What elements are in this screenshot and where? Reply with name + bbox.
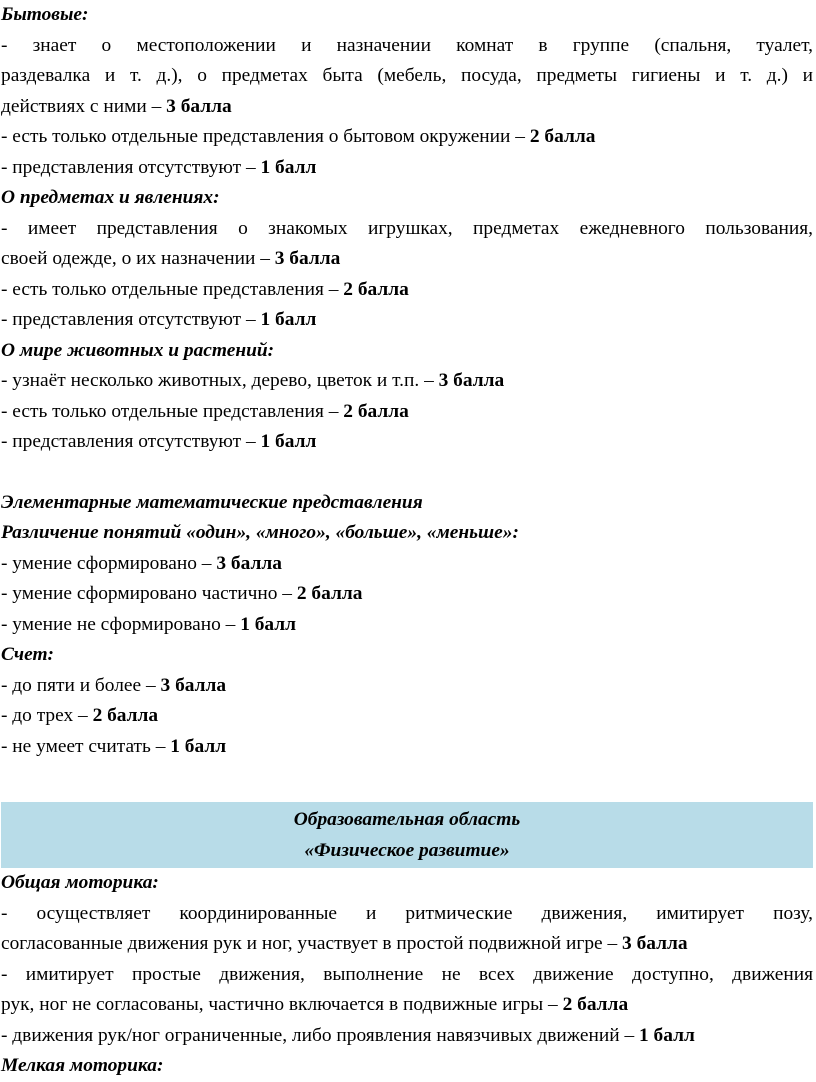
section-heading-household: Бытовые: xyxy=(1,4,89,25)
paragraph-line xyxy=(1,1021,813,1052)
paragraph-line xyxy=(1,366,813,397)
line-text: действиях с ними – xyxy=(1,95,167,117)
subsection-heading-concepts: Различение понятий «один», «много», «больше», «меньше»: xyxy=(1,522,519,543)
banner-line: Образовательная область xyxy=(293,809,521,830)
score-label: 3 балла xyxy=(622,933,688,954)
score-label: 2 балла xyxy=(92,705,159,726)
score-label: 2 балла xyxy=(343,278,409,300)
line-text: - узнаёт несколько животных, дерево, цветок и т.п. – xyxy=(1,370,439,391)
line-text: - представления отсутствуют – xyxy=(1,156,261,178)
line-text: - представления отсутствуют – xyxy=(1,309,261,330)
paragraph-line: - знает о местоположении и назначении комнат в группе (спальня, туалет, xyxy=(1,34,813,56)
score-label: 3 балла xyxy=(166,95,232,117)
paragraph-line xyxy=(1,427,813,458)
paragraph-line: - осуществляет координированные и ритмические движения, имитирует позу, xyxy=(1,902,813,924)
paragraph-line xyxy=(1,122,813,153)
paragraph-line xyxy=(1,244,813,275)
paragraph-line: - имеет представления о знакомых игрушках, предметах ежедневного пользования, xyxy=(1,217,813,239)
score-label: 2 балла xyxy=(529,126,596,147)
section-heading-fine-motor: Мелкая моторика: xyxy=(1,1055,164,1076)
banner-line: «Физическое развитие» xyxy=(304,840,510,861)
line-text: - до пяти и более – xyxy=(1,674,161,696)
score-label: 2 балла xyxy=(343,400,409,422)
line-text: рук, ног не согласованы, частично включается в подвижные игры – xyxy=(1,994,563,1015)
score-label: 1 балл xyxy=(639,1024,695,1046)
score-label: 2 балла xyxy=(562,994,629,1015)
score-label: 3 балла xyxy=(160,674,227,696)
educational-area-banner xyxy=(1,802,813,868)
score-label: 1 балл xyxy=(260,156,317,178)
paragraph-line xyxy=(1,671,813,702)
line-text: - умение сформировано – xyxy=(1,552,217,574)
score-label: 1 балл xyxy=(260,431,317,452)
paragraph-line: раздевалка и т. д.), о предметах быта (мебель, посуда, предметы гигиены и т. д.) и xyxy=(1,65,813,86)
line-text: своей одежде, о их назначении – xyxy=(1,248,275,269)
subsection-heading-counting: Счет: xyxy=(1,644,55,665)
spacer xyxy=(1,762,813,792)
line-text: - до трех – xyxy=(1,705,93,726)
line-text: - умение сформировано частично – xyxy=(1,583,297,604)
section-heading-math: Элементарные математические представления xyxy=(1,491,423,513)
line-text: - есть только отдельные представления о бытовом окружении – xyxy=(1,126,530,147)
line-text: - движения рук/ног ограниченные, либо проявления навязчивых движений – xyxy=(1,1024,640,1046)
section-heading-objects: О предметах и явлениях: xyxy=(1,187,220,208)
paragraph-line xyxy=(1,549,813,580)
score-label: 3 балла xyxy=(216,552,282,574)
paragraph-line xyxy=(1,397,813,428)
line-text: - есть только отдельные представления – xyxy=(1,278,344,300)
score-label: 1 балл xyxy=(260,309,317,330)
paragraph-line xyxy=(1,990,813,1021)
section-heading-gross-motor: Общая моторика: xyxy=(1,872,159,893)
paragraph-line xyxy=(1,732,813,763)
section-heading-nature: О мире животных и растений: xyxy=(1,339,275,361)
score-label: 1 балл xyxy=(170,735,227,757)
score-label: 2 балла xyxy=(296,583,363,604)
paragraph-line xyxy=(1,305,813,336)
line-text: - есть только отдельные представления – xyxy=(1,400,344,422)
paragraph-line xyxy=(1,153,813,184)
line-text: - умение не сформировано – xyxy=(1,613,241,635)
line-text: - не умеет считать – xyxy=(1,735,171,757)
score-label: 3 балла xyxy=(438,370,505,391)
score-label: 3 балла xyxy=(274,248,341,269)
paragraph-line xyxy=(1,579,813,610)
score-label: 1 балл xyxy=(240,613,297,635)
paragraph-line xyxy=(1,92,813,123)
line-text: - представления отсутствуют – xyxy=(1,431,261,452)
spacer xyxy=(1,458,813,488)
paragraph-line xyxy=(1,610,813,641)
paragraph-line xyxy=(1,929,813,960)
paragraph-line xyxy=(1,701,813,732)
line-text: согласованные движения рук и ног, участвует в простой подвижной игре – xyxy=(1,933,623,954)
paragraph-line: - имитирует простые движения, выполнение не всех движение доступно, движения xyxy=(1,963,813,985)
paragraph-line xyxy=(1,275,813,306)
